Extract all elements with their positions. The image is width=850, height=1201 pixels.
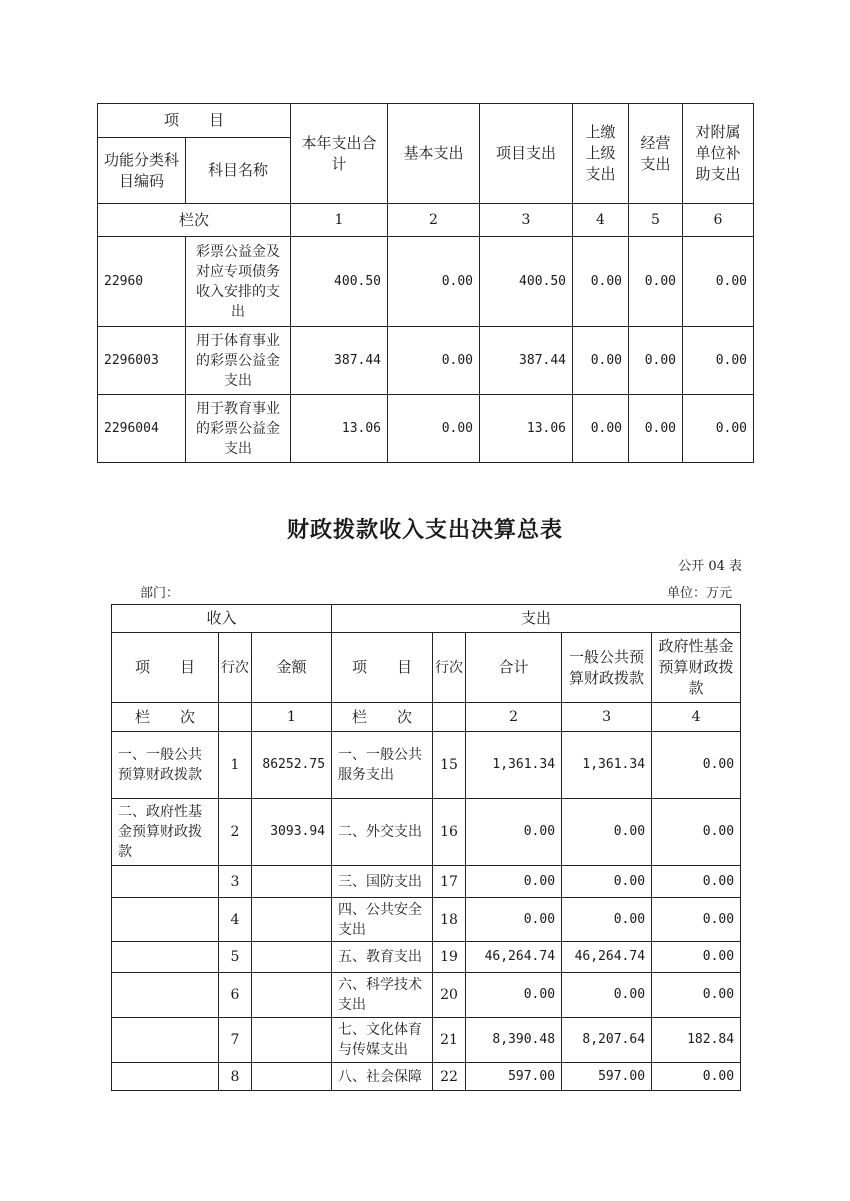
table-row [112, 973, 741, 1018]
col-num: 1 [291, 204, 388, 237]
income-amount [252, 973, 332, 1018]
subject-name: 用于体育事业的彩票公益金支出 [186, 327, 291, 395]
header-income-item: 项 目 [112, 633, 219, 703]
income-amount [252, 898, 332, 942]
header-gov-fund: 政府性基金预算财政拨款 [652, 633, 741, 703]
unit-label: 单位：万元 [666, 586, 732, 601]
income-line: 8 [219, 1063, 252, 1091]
expense-general: 0.00 [562, 973, 652, 1018]
header-basic: 基本支出 [388, 104, 480, 204]
expense-general: 8,207.64 [562, 1018, 652, 1063]
value: 0.00 [683, 237, 754, 327]
income-item: 一、一般公共预算财政拨款 [112, 732, 219, 799]
expense-gov: 0.00 [652, 799, 741, 866]
value: 0.00 [629, 327, 683, 395]
header-func-code: 功能分类科目编码 [98, 138, 186, 204]
expenditure-table [97, 103, 754, 463]
header-expense-line: 行次 [433, 633, 466, 703]
header-subsidy: 对附属单位补助支出 [683, 104, 754, 204]
col-num: 4 [573, 204, 629, 237]
expense-line: 17 [433, 866, 466, 898]
income-item [112, 1063, 219, 1091]
expense-item: 七、文化体育与传媒支出 [332, 1018, 433, 1063]
header-expense-item: 项 目 [332, 633, 433, 703]
value: 387.44 [480, 327, 573, 395]
value: 387.44 [291, 327, 388, 395]
value: 0.00 [683, 395, 754, 463]
income-amount [252, 1063, 332, 1091]
col-label: 栏 次 [332, 703, 433, 732]
expense-line: 16 [433, 799, 466, 866]
expense-line: 15 [433, 732, 466, 799]
table-row [98, 237, 754, 327]
col-num: 6 [683, 204, 754, 237]
func-code: 2296003 [98, 327, 186, 395]
income-line: 4 [219, 898, 252, 942]
header-operating: 经营支出 [629, 104, 683, 204]
expense-total: 1,361.34 [466, 732, 562, 799]
expense-line: 22 [433, 1063, 466, 1091]
header-project: 项 目 [98, 104, 291, 138]
expense-general: 46,264.74 [562, 942, 652, 973]
col-num: 2 [466, 703, 562, 732]
income-line: 3 [219, 866, 252, 898]
col-num: 1 [252, 703, 332, 732]
income-line: 5 [219, 942, 252, 973]
expense-item: 三、国防支出 [332, 866, 433, 898]
header-income-line: 行次 [219, 633, 252, 703]
header-project-exp: 项目支出 [480, 104, 573, 204]
income-line: 1 [219, 732, 252, 799]
header-expense: 支出 [332, 605, 741, 633]
income-line: 2 [219, 799, 252, 866]
header-subject-name: 科目名称 [186, 138, 291, 204]
value: 0.00 [629, 237, 683, 327]
income-item [112, 942, 219, 973]
expense-total: 0.00 [466, 866, 562, 898]
income-line: 7 [219, 1018, 252, 1063]
income-line: 6 [219, 973, 252, 1018]
income-amount [252, 1018, 332, 1063]
income-item [112, 866, 219, 898]
row-label: 栏次 [98, 204, 291, 237]
table-row [112, 866, 741, 898]
subject-name: 彩票公益金及对应专项债务收入安排的支出 [186, 237, 291, 327]
header-amount: 金额 [252, 633, 332, 703]
value: 400.50 [480, 237, 573, 327]
header-upper: 上缴上级支出 [573, 104, 629, 204]
summary-table [111, 604, 741, 1091]
value: 0.00 [573, 395, 629, 463]
expense-total: 597.00 [466, 1063, 562, 1091]
expense-general: 1,361.34 [562, 732, 652, 799]
table-number: 公开 04 表 [678, 559, 742, 574]
col-num: 2 [388, 204, 480, 237]
expense-item: 八、社会保障 [332, 1063, 433, 1091]
col-num: 3 [562, 703, 652, 732]
value: 0.00 [388, 395, 480, 463]
expense-total: 0.00 [466, 799, 562, 866]
value: 400.50 [291, 237, 388, 327]
income-item [112, 1018, 219, 1063]
expense-item: 五、教育支出 [332, 942, 433, 973]
expense-general: 0.00 [562, 866, 652, 898]
expense-item: 一、一般公共服务支出 [332, 732, 433, 799]
expense-line: 18 [433, 898, 466, 942]
table-row [112, 1063, 741, 1091]
value: 0.00 [629, 395, 683, 463]
income-item [112, 973, 219, 1018]
expense-item: 六、科学技术支出 [332, 973, 433, 1018]
expense-gov: 0.00 [652, 973, 741, 1018]
expense-general: 0.00 [562, 898, 652, 942]
value: 0.00 [573, 237, 629, 327]
col-num: 5 [629, 204, 683, 237]
expense-gov: 0.00 [652, 732, 741, 799]
expense-line: 21 [433, 1018, 466, 1063]
expense-line: 19 [433, 942, 466, 973]
expense-line: 20 [433, 973, 466, 1018]
department-label: 部门： [140, 586, 180, 601]
table-row [112, 732, 741, 799]
expense-total: 0.00 [466, 898, 562, 942]
col-num: 3 [480, 204, 573, 237]
func-code: 22960 [98, 237, 186, 327]
expense-gov: 0.00 [652, 866, 741, 898]
table-row [112, 799, 741, 866]
expense-gov: 0.00 [652, 1063, 741, 1091]
income-amount [252, 866, 332, 898]
expense-gov: 0.00 [652, 898, 741, 942]
header-general: 一般公共预算财政拨款 [562, 633, 652, 703]
income-amount: 86252.75 [252, 732, 332, 799]
income-item [112, 898, 219, 942]
func-code: 2296004 [98, 395, 186, 463]
income-item: 二、政府性基金预算财政拨款 [112, 799, 219, 866]
value: 13.06 [480, 395, 573, 463]
subject-name: 用于教育事业的彩票公益金支出 [186, 395, 291, 463]
page-title: 财政拨款收入支出决算总表 [286, 517, 563, 543]
col-num: 4 [652, 703, 741, 732]
value: 13.06 [291, 395, 388, 463]
value: 0.00 [683, 327, 754, 395]
table-row [112, 942, 741, 973]
value: 0.00 [388, 237, 480, 327]
income-amount: 3093.94 [252, 799, 332, 866]
col-label: 栏 次 [112, 703, 219, 732]
expense-general: 597.00 [562, 1063, 652, 1091]
table-row [98, 395, 754, 463]
expense-item: 二、外交支出 [332, 799, 433, 866]
value: 0.00 [573, 327, 629, 395]
expense-general: 0.00 [562, 799, 652, 866]
expense-total: 0.00 [466, 973, 562, 1018]
header-total: 本年支出合计 [291, 104, 388, 204]
header-total: 合计 [466, 633, 562, 703]
table-row [98, 327, 754, 395]
table-row [112, 1018, 741, 1063]
expense-total: 8,390.48 [466, 1018, 562, 1063]
expense-gov: 182.84 [652, 1018, 741, 1063]
value: 0.00 [388, 327, 480, 395]
table-row [112, 898, 741, 942]
expense-total: 46,264.74 [466, 942, 562, 973]
header-income: 收入 [112, 605, 332, 633]
expense-gov: 0.00 [652, 942, 741, 973]
income-amount [252, 942, 332, 973]
expense-item: 四、公共安全支出 [332, 898, 433, 942]
